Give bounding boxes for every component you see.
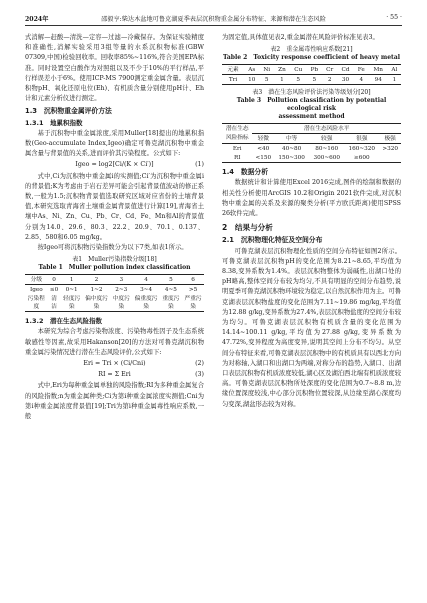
section-heading-1-3: 1.3 沉积物重金属评价方法: [25, 107, 112, 116]
table-1-cell: 6: [182, 275, 204, 285]
table-2-cell: 5: [296, 76, 301, 83]
table-2-caption: [222, 46, 401, 62]
table-2-cell: Zn: [274, 65, 290, 75]
table-2-row: [222, 75, 401, 85]
table-1-cell: 1~2: [90, 286, 103, 293]
formula-1-number: (1): [195, 161, 204, 169]
paragraph: 式中,Eri为每种重金属单独的风险指数;RI为多种重金属复合的风险指数;n为重金属种类;Ci为第i种重金属浓度实测值;Cni为第i种重金属浓度背景值[19];Tri为第i种重金属毒性响应系数,一般: [25, 382, 204, 421]
table-2-cell: 4: [359, 76, 364, 83]
table-2-cell: As: [244, 65, 259, 75]
table-2-cell: 1: [392, 76, 397, 83]
table-3-header-cell: 轻微: [252, 134, 274, 144]
table-3-header-cell: 极强: [379, 134, 401, 144]
table-3-corner-label: 潜在生态: [225, 125, 249, 132]
paragraph: 为固定值,具体值见表2,重金属潜在风险评价标准见表3。: [222, 34, 379, 41]
table-3-caption-en-line2: assessment method: [278, 113, 345, 121]
table-3-caption-en-line1: Table 3 Pollution classification by potential ecological risk: [236, 97, 387, 113]
table-3-header-cell: 较强: [309, 134, 344, 144]
header-title: 邵毅亨:柴达木盆地可鲁克湖夏季表层沉积物重金属分布特征、来源和潜在生态风险: [101, 16, 326, 23]
formula-2: [25, 359, 204, 369]
table-1-row: [25, 294, 204, 312]
table-3-header-row-2: [222, 134, 401, 144]
table-3-cell: 300~600: [313, 154, 340, 161]
table-2-caption-cn: 表2 重金属毒性响应系数[21]: [270, 46, 353, 54]
table-2-cell: 5: [264, 76, 269, 83]
table-1-cell: 3: [110, 275, 133, 285]
formula-2-text: Eri = Tri × (Ci/Cni): [83, 360, 146, 368]
table-3-cell: 40~80: [282, 145, 302, 152]
table-3-cell: 80~160: [315, 145, 339, 152]
section-heading-1-3-1: 1.3.1 地累积指数: [25, 118, 83, 127]
table-1-cell: 清洁: [51, 295, 57, 310]
section-heading-2-1: 2.1 沉积物理化特征及空间分布: [222, 236, 323, 245]
right-column: [222, 33, 401, 410]
table-2: [222, 64, 401, 85]
table-1-caption-en: Table 1 Muller pollution index classification: [38, 264, 191, 272]
table-2-cell: Al: [388, 65, 401, 75]
table-3-caption-en: [222, 97, 401, 121]
table-3-caption: [222, 89, 401, 121]
table-2-cell: Tri: [228, 76, 238, 83]
table-1-cell: 5: [160, 275, 183, 285]
table-1-cell: ≤0: [49, 286, 59, 293]
left-column: [25, 33, 204, 422]
running-header: [25, 13, 402, 26]
table-1-cell: 4~5: [164, 286, 177, 293]
paragraph: 按Igeo可将沉积物污染指数分为以下7类,如表1所示。: [37, 244, 188, 252]
paragraph: 可鲁克湖表层沉积物理化性质的空间分布特征如图2所示。可鲁克湖表层沉积物pH的变化范围为8.21~8.65,平均值为8.38,变异系数为1.4%。表层沉积物整体为弱碱性,出湖口处的pH略高,整体空间分布较为均匀,不具有明显的空间分布趋势,说明夏季可鲁克湖沉积物环境较为稳定,以自然沉积作用为主。可鲁克湖表层沉积物盐度的变化范围为7.11~19.86 mg/kg,平均值为12.88 g/kg,变异系数为27.4%,表层沉积物盐度的空间分布较为均匀。可鲁克湖表层沉积物有机质含量的变化范围为14.14~100.11 g/kg,平均值为27.88 g/kg,变异系数为47.72%,变异程度为高度变异,说明其空间上分布不均匀。从空间分布特征来看,可鲁克湖表层沉积物中的有机质具有以西北方向为对称轴,入湖口和出湖口为两端,对称分布的趋势,入湖口、出湖口表层沉积物有机质浓度较低,湖心区及湖泊西北端有机质浓度较高。可鲁克湖表层沉积物所处深度的变化范围为0.7~8.8 m,边缘位置深度较浅,中心部分沉积物位置较深,从边缘至湖心深度均匀变深,湖盆形态较为对称。: [222, 247, 401, 408]
table-2-caption-en: Table 2 Toxicity response coefficient of heavy metal: [222, 54, 400, 62]
section-heading-1-4: 1.4 数据分析: [222, 168, 269, 177]
formula-1: [25, 160, 204, 170]
table-2-cell: Mn: [369, 65, 388, 75]
table-1-cell: 偏重度污染: [134, 295, 158, 310]
formula-3-number: (3): [195, 371, 204, 379]
formula-2-number: (2): [195, 360, 204, 368]
table-3-header-cell: 中等: [274, 134, 309, 144]
table-1-cell: Igeo: [29, 286, 43, 293]
section-heading-2: 2 结果与分析: [222, 223, 273, 233]
table-1-cell: 2~3: [115, 286, 128, 293]
table-3: [222, 123, 401, 163]
table-3-cell: >320: [382, 145, 398, 152]
table-2-cell: Cr: [322, 65, 337, 75]
table-2-cell: 10: [248, 76, 256, 83]
paragraph: 基于沉积物中重金属浓度,采用Muller[18]提出的地累积指数(Geo-accumulate Index,Igeo)确定可鲁克湖沉积物中重金属含量与背景值的关系,进而评价其污染程度。公式如下:: [25, 129, 204, 158]
table-3-header-cell: 风险指标: [222, 134, 252, 144]
paragraph: 数据统计和计算使用Excel 2016完成,图件的绘制和数据的相关性分析使用ArcGIS 10.2和Origin 2021软件完成,对沉积物中重金属的关系及来源的聚类分析(平方欧氏距离)使用SPSS 26软件完成。: [222, 179, 401, 218]
table-1: [25, 274, 204, 312]
table-1-row: [25, 275, 204, 285]
table-1-cell: 分级: [25, 275, 48, 285]
table-1-cell: 3~4: [140, 286, 153, 293]
header-page-number: · 55 ·: [386, 14, 402, 21]
paragraph: 式消解—赶酸—清洗—定容—过滤—冷藏保存。为保证实验精度和准确性,消解实验采用3组等量的水系沉积物标准(GBW 07309,中国)检验回收率。回收率85%~116%,符合美国EPA标准。同时设置空白酸作为对照组以及不少于10%的平行样品,平行样误差小于6%。使用ICP-MS 7900测定重金属含量。表层沉积物pH、氧化还原电位(Eh)、有机质含量分别使用pH计、Eh计和元素分析仪进行测定。: [25, 34, 204, 103]
table-3-caption-cn: 表3 潜在生态风险评价法污染等级划分[20]: [252, 89, 371, 97]
table-2-cell: 5: [312, 76, 317, 83]
table-1-cell: 轻度污染: [63, 295, 81, 310]
table-3-cell: ≥600: [353, 154, 370, 161]
section-heading-1-3-2: 1.3.2 潜在生态风险指数: [25, 317, 103, 326]
table-2-cell: Fe: [354, 65, 369, 75]
table-2-cell: 2: [327, 76, 332, 83]
table-1-row: [25, 285, 204, 295]
table-1-cell: 中度污染: [112, 295, 130, 310]
header-year: 2024年: [25, 16, 49, 23]
table-1-cell: 偏中度污染: [85, 295, 108, 310]
table-3-row: [222, 144, 401, 154]
table-1-cell: 重度污染: [162, 295, 180, 310]
table-2-cell: Ni: [259, 65, 274, 75]
table-2-cell: Pb: [307, 65, 323, 75]
table-1-cell: 严重污染: [184, 295, 202, 310]
table-2-cell: 94: [374, 76, 382, 83]
table-2-cell: 元素: [222, 65, 244, 75]
table-3-header-cell: 很强: [344, 134, 379, 144]
table-2-cell: Cu: [290, 65, 307, 75]
table-2-row: [222, 65, 401, 75]
table-3-row: [222, 153, 401, 163]
formula-3-text: RI = Σ Eri: [98, 371, 131, 379]
table-3-cell: 160~320: [348, 145, 375, 152]
table-2-cell: 30: [341, 76, 350, 83]
paragraph: 本研究为综合考虑污染物浓度、污染物毒性因子及生态系统敏感性等因素,故采用Hakanson[20]的方法对可鲁克湖沉积物重金属污染情况进行潜在生态风险评价,公式如下:: [25, 328, 204, 356]
table-3-header-row-1: [222, 124, 401, 134]
formula-1-text: Igeo = log2[Ci/(K × Ci′)]: [75, 161, 154, 169]
table-2-cell: 1: [280, 76, 284, 83]
table-1-caption-cn: 表1 Muller污染指数分级[18]: [72, 256, 157, 264]
table-1-cell: 2: [83, 275, 110, 285]
table-3-cell: <150: [255, 154, 272, 161]
paragraph: 式中,Ci为沉积物中重金属i的实测值;Ci′为沉积物中重金属i的背景值;K为考虑由于岩石差异可能会引起背景值波动的修正系数,一般为1.5;沉积物背景值选取研究区域对应省份的土壤背景值,本研究选取青海省土壤重金属背景值进行计算[19],青海省土壤中As、Ni、Zn、Cu、Pb、Cr、Cd、Fe、Mn和Al的背景值分别为14.0、29.6、80.3、22.2、20.9、70.1、0.137、2.85、580和6.05 mg/kg。: [25, 172, 204, 241]
formula-3: [25, 370, 204, 380]
table-1-cell: 1: [60, 275, 83, 285]
table-3-cell: RI: [233, 154, 241, 161]
table-1-cell: 0: [48, 275, 61, 285]
table-2-cell: Cd: [337, 65, 354, 75]
table-3-group-header: 潜在生态风险水平: [252, 124, 401, 134]
table-1-cell: 0~1: [65, 286, 78, 293]
table-3-cell: Eri: [232, 145, 242, 152]
table-3-cell: [379, 153, 401, 163]
table-1-cell: 4: [133, 275, 160, 285]
table-1-cell: >5: [188, 286, 198, 293]
table-3-cell: <40: [257, 145, 270, 152]
table-1-cell: 污染程度: [27, 295, 45, 310]
table-1-caption: [25, 256, 204, 272]
table-3-cell: 150~300: [278, 154, 305, 161]
